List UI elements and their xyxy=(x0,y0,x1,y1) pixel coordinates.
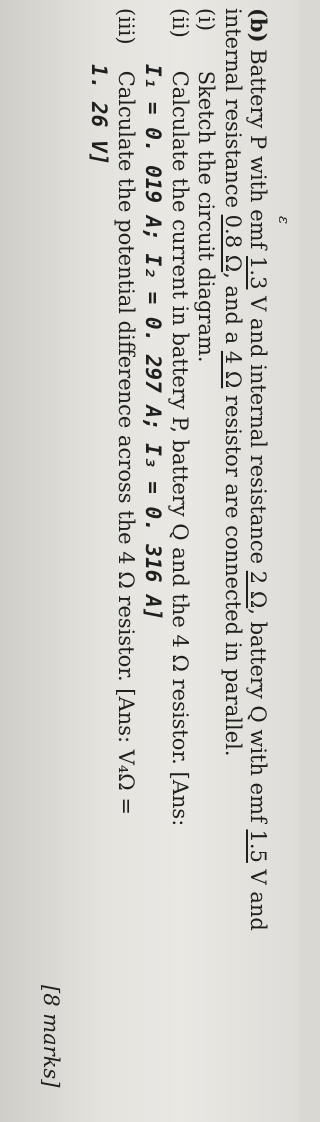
resistance-p-value: 0.8 Ω xyxy=(221,214,245,273)
intro-text: Battery P with emf xyxy=(246,49,270,250)
epsilon-annotation: ε xyxy=(275,216,293,225)
text-v-end: V and xyxy=(246,862,270,931)
item-iii xyxy=(115,8,136,815)
item-i-number: (i) xyxy=(194,8,218,32)
text-internal-resistance: internal resistance xyxy=(221,8,245,215)
question-b-line-1 xyxy=(247,8,269,931)
emf-p-value: 1.3 xyxy=(246,256,270,290)
question-b-line-2 xyxy=(222,8,243,757)
item-i xyxy=(195,8,216,363)
text-v-and: V and internal resistance xyxy=(246,289,270,571)
item-ii-text: Calculate the current in battery P, battery Q and the 4 Ω resistor. [Ans: xyxy=(168,70,192,827)
item-ii-answer: I₁ = 0. 019 A; I₂ = 0. 297 A; I₃ = 0. 316 A] xyxy=(141,64,165,621)
item-iii-number: (iii) xyxy=(114,8,138,45)
total-marks: [8 marks] xyxy=(39,985,63,1088)
item-iii-text: Calculate the potential difference across the 4 Ω resistor. [Ans: V₄Ω = xyxy=(114,70,138,815)
resistance-q-value: 2 Ω xyxy=(246,570,270,609)
item-i-text: Sketch the circuit diagram. xyxy=(194,70,218,363)
text-parallel: resistor are connected in parallel. xyxy=(221,388,245,757)
part-label: (b) xyxy=(246,8,271,43)
item-ii-number: (ii) xyxy=(168,8,192,38)
emf-q-value: 1.5 xyxy=(246,829,270,863)
item-ii xyxy=(169,8,190,826)
item-iii-answer: 1. 26 V] xyxy=(87,64,111,166)
text-and-a: , and a xyxy=(221,272,245,351)
text-battery-q: , battery Q with emf xyxy=(246,608,270,830)
load-resistor-value: 4 Ω xyxy=(221,350,245,389)
